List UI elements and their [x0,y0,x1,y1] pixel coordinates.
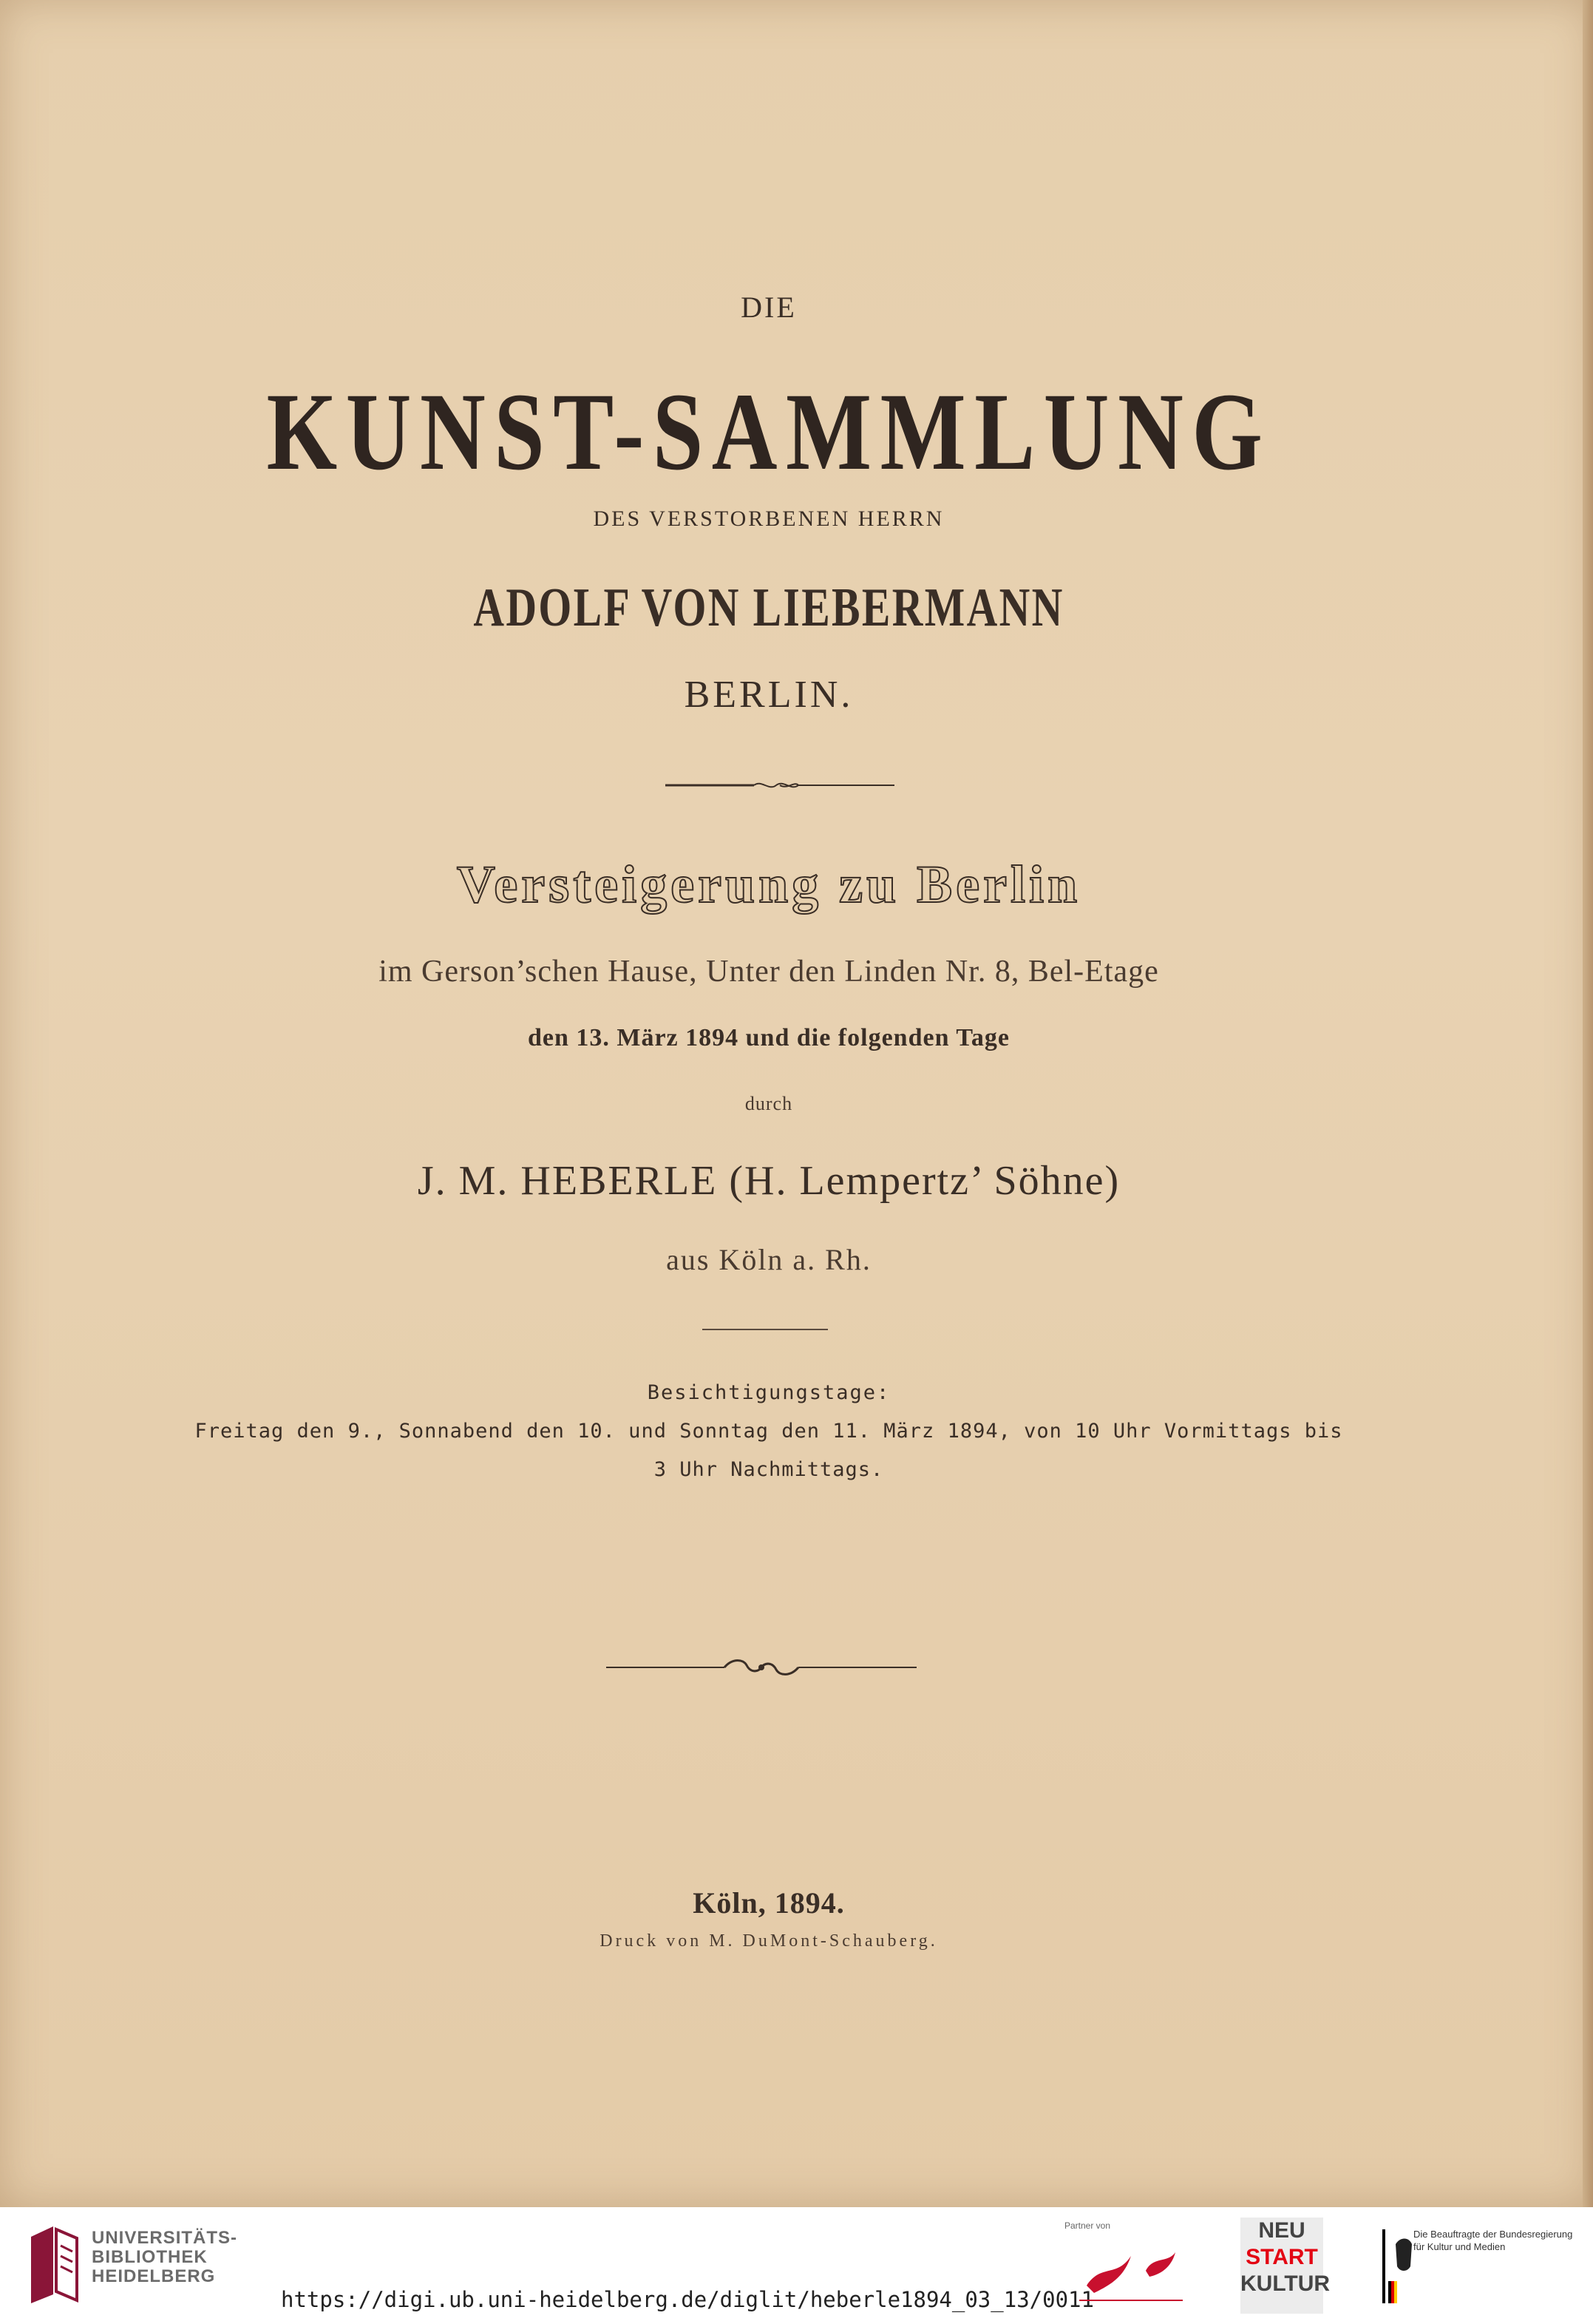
university-library-logo-icon[interactable] [27,2223,81,2305]
viewing-heading: Besichtigungstage: [647,1381,891,1404]
rule-divider [702,1327,828,1332]
bkm-line-2: für Kultur und Medien [1413,2241,1506,2252]
neustart-line-1: NEU [1258,2218,1305,2243]
by-label: durch [744,1093,793,1114]
auction-heading: Versteigerung zu Berlin [456,855,1081,914]
viewing-line-2: 3 Uhr Nachmittags. [653,1458,884,1481]
partner-label: Partner von [1064,2220,1111,2231]
main-title: KUNST-SAMMLUNG [266,370,1271,493]
auctioneer-city: aus Köln a. Rh. [666,1243,872,1276]
printer: Druck von M. DuMont-Schauberg. [600,1931,938,1951]
city: BERLIN. [684,674,854,716]
collector-name: ADOLF VON LIEBERMANN [473,577,1064,638]
subtitle: DES VERSTORBENEN HERRN [593,507,945,531]
bkm-text [1413,2228,1572,2253]
viewing-line-1: Freitag den 9., Sonnabend den 10. und Sonntag den 11. März 1894, von 10 Uhr Vormittags bis [194,1420,1343,1443]
bkm-line-1: Die Beauftragte der Bundesregierung [1413,2229,1573,2240]
viewer-footer [0,2207,1593,2324]
page-edge [1583,0,1593,2207]
ornament-divider-bottom [606,1655,917,1680]
library-name-line-3: HEIDELBERG [92,2266,216,2286]
auctioneer: J. M. HEBERLE (H. Lempertz’ Söhne) [417,1158,1121,1204]
neustart-line-2: START [1246,2245,1318,2269]
auction-date: den 13. März 1894 und die folgenden Tage [527,1024,1011,1051]
place-year: Köln, 1894. [693,1886,845,1920]
neustart-kultur-logo[interactable] [1240,2218,1331,2314]
library-name-line-1: UNIVERSITÄTS- [92,2228,238,2248]
title-die: DIE [741,291,797,324]
permalink-url[interactable]: https://digi.ub.uni-heidelberg.de/diglit/heberle1894_03_13/0011 [281,2287,1094,2312]
neustart-line-3: KULTUR [1240,2272,1331,2296]
library-name-line-2: BIBLIOTHEK [92,2247,208,2267]
venue: im Gerson’schen Hause, Unter den Linden Nr. 8, Bel-Etage [378,955,1159,989]
ornament-divider-top [665,778,894,793]
ddb-logo-icon[interactable] [1064,2234,1212,2315]
